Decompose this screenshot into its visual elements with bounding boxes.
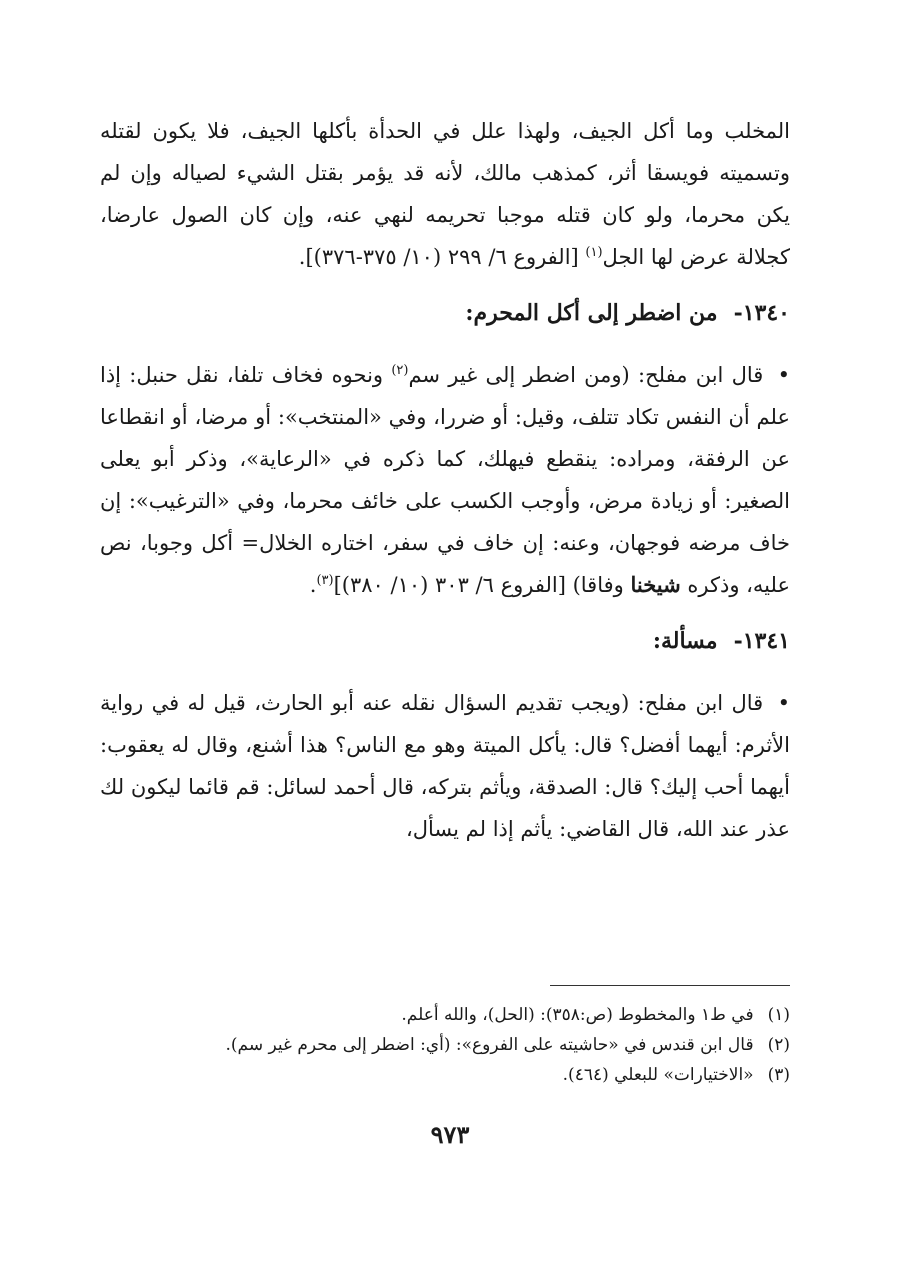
paragraph-2-text-b: ونحوه فخاف تلفا، نقل حنبل: إذا علم أن النفس تكاد تتلف، وقيل: أو ضررا، وفي «المنتخب»: أو مرضا، أو انقطاعا عن الرفقة، ومراده: ينقطع فيهلك، كما ذكره في «الرعاية»، وذكر أبو يعلى الصغير: أو زيادة مرض، وأوجب الكسب على خائف محرما، وفي «الترغيب»: إن خاف مرضه فوجهان، وعنه: إن خاف في سفر، اختاره الخلال= أكل وجوبا، نص عليه، وذكره bbox=[100, 363, 790, 597]
footnote-text: «الاختيارات» للبعلي (٤٦٤). bbox=[562, 1065, 754, 1085]
page-number: ٩٧٣ bbox=[430, 1120, 470, 1149]
paragraph-1-text: المخلب وما أكل الجيف، ولهذا علل في الحدأة بأكلها الجيف، فلا يكون لقتله وتسميته فويسقا أثر، كمذهب مالك، لأنه قد يؤمر بقتل الشيء لصياله وإن لم يكن محرما، ولو كان قتله موجبا تحريمه لنهي عنه، وإن كان الصول عارضا، كجلالة عرض لها الجل bbox=[100, 119, 790, 269]
paragraph-2-bold: شيخنا bbox=[630, 572, 681, 597]
main-text bbox=[100, 110, 790, 850]
footnotes bbox=[100, 1000, 790, 1090]
footnote-ref-3: (٣) bbox=[316, 573, 334, 588]
paragraph-2-text-c: وفاقا) [الفروع ٦/ ٣٠٣ (١٠/ ٣٨٠)] bbox=[333, 573, 631, 597]
footnote-3 bbox=[100, 1060, 790, 1090]
section-title: من اضطر إلى أكل المحرم: bbox=[465, 300, 718, 326]
paragraph-1-citation: [الفروع ٦/ ٢٩٩ (١٠/ ٣٧٥-٣٧٦)]. bbox=[298, 245, 586, 269]
footnote-ref-1: (١) bbox=[585, 245, 603, 260]
paragraph-2 bbox=[100, 354, 790, 606]
footnote-2 bbox=[100, 1030, 790, 1060]
paragraph-1 bbox=[100, 110, 790, 278]
footnote-number: (٢) bbox=[767, 1035, 790, 1055]
footnote-divider bbox=[550, 985, 790, 986]
footnote-number: (١) bbox=[767, 1005, 790, 1025]
section-heading-1341 bbox=[100, 620, 790, 662]
paragraph-2-end: . bbox=[309, 573, 317, 597]
section-number: ١٣٤٠- bbox=[733, 300, 790, 326]
paragraph-3-text: قال ابن مفلح: (ويجب تقديم السؤال نقله عنه أبو الحارث، قيل له في رواية الأثرم: أيهما أفضل؟ قال: يأكل الميتة وهو مع الناس؟ هذا أشنع، وقال له يعقوب: أيهما أحب إليك؟ قال: الصدقة، ويأثم بتركه، قال أحمد لسائل: قم قائما ليكون لك عذر عند الله، قال القاضي: يأثم إذا لم يسأل، bbox=[100, 691, 790, 841]
section-title: مسألة: bbox=[652, 628, 718, 654]
section-heading-1340 bbox=[100, 292, 790, 334]
footnote-1 bbox=[100, 1000, 790, 1030]
paragraph-3 bbox=[100, 682, 790, 850]
bullet-icon: • bbox=[777, 691, 790, 715]
bullet-icon: • bbox=[777, 363, 790, 387]
footnote-number: (٣) bbox=[767, 1065, 790, 1085]
footnote-ref-2: (٢) bbox=[391, 363, 409, 378]
footnote-text: في ط١ والمخطوط (ص:٣٥٨): (الحل)، والله أعلم. bbox=[401, 1005, 754, 1025]
section-number: ١٣٤١- bbox=[733, 628, 790, 654]
paragraph-2-text-a: قال ابن مفلح: (ومن اضطر إلى غير سم bbox=[408, 363, 764, 387]
footnote-text: قال ابن قندس في «حاشيته على الفروع»: (أي: اضطر إلى محرم غير سم). bbox=[225, 1035, 754, 1055]
